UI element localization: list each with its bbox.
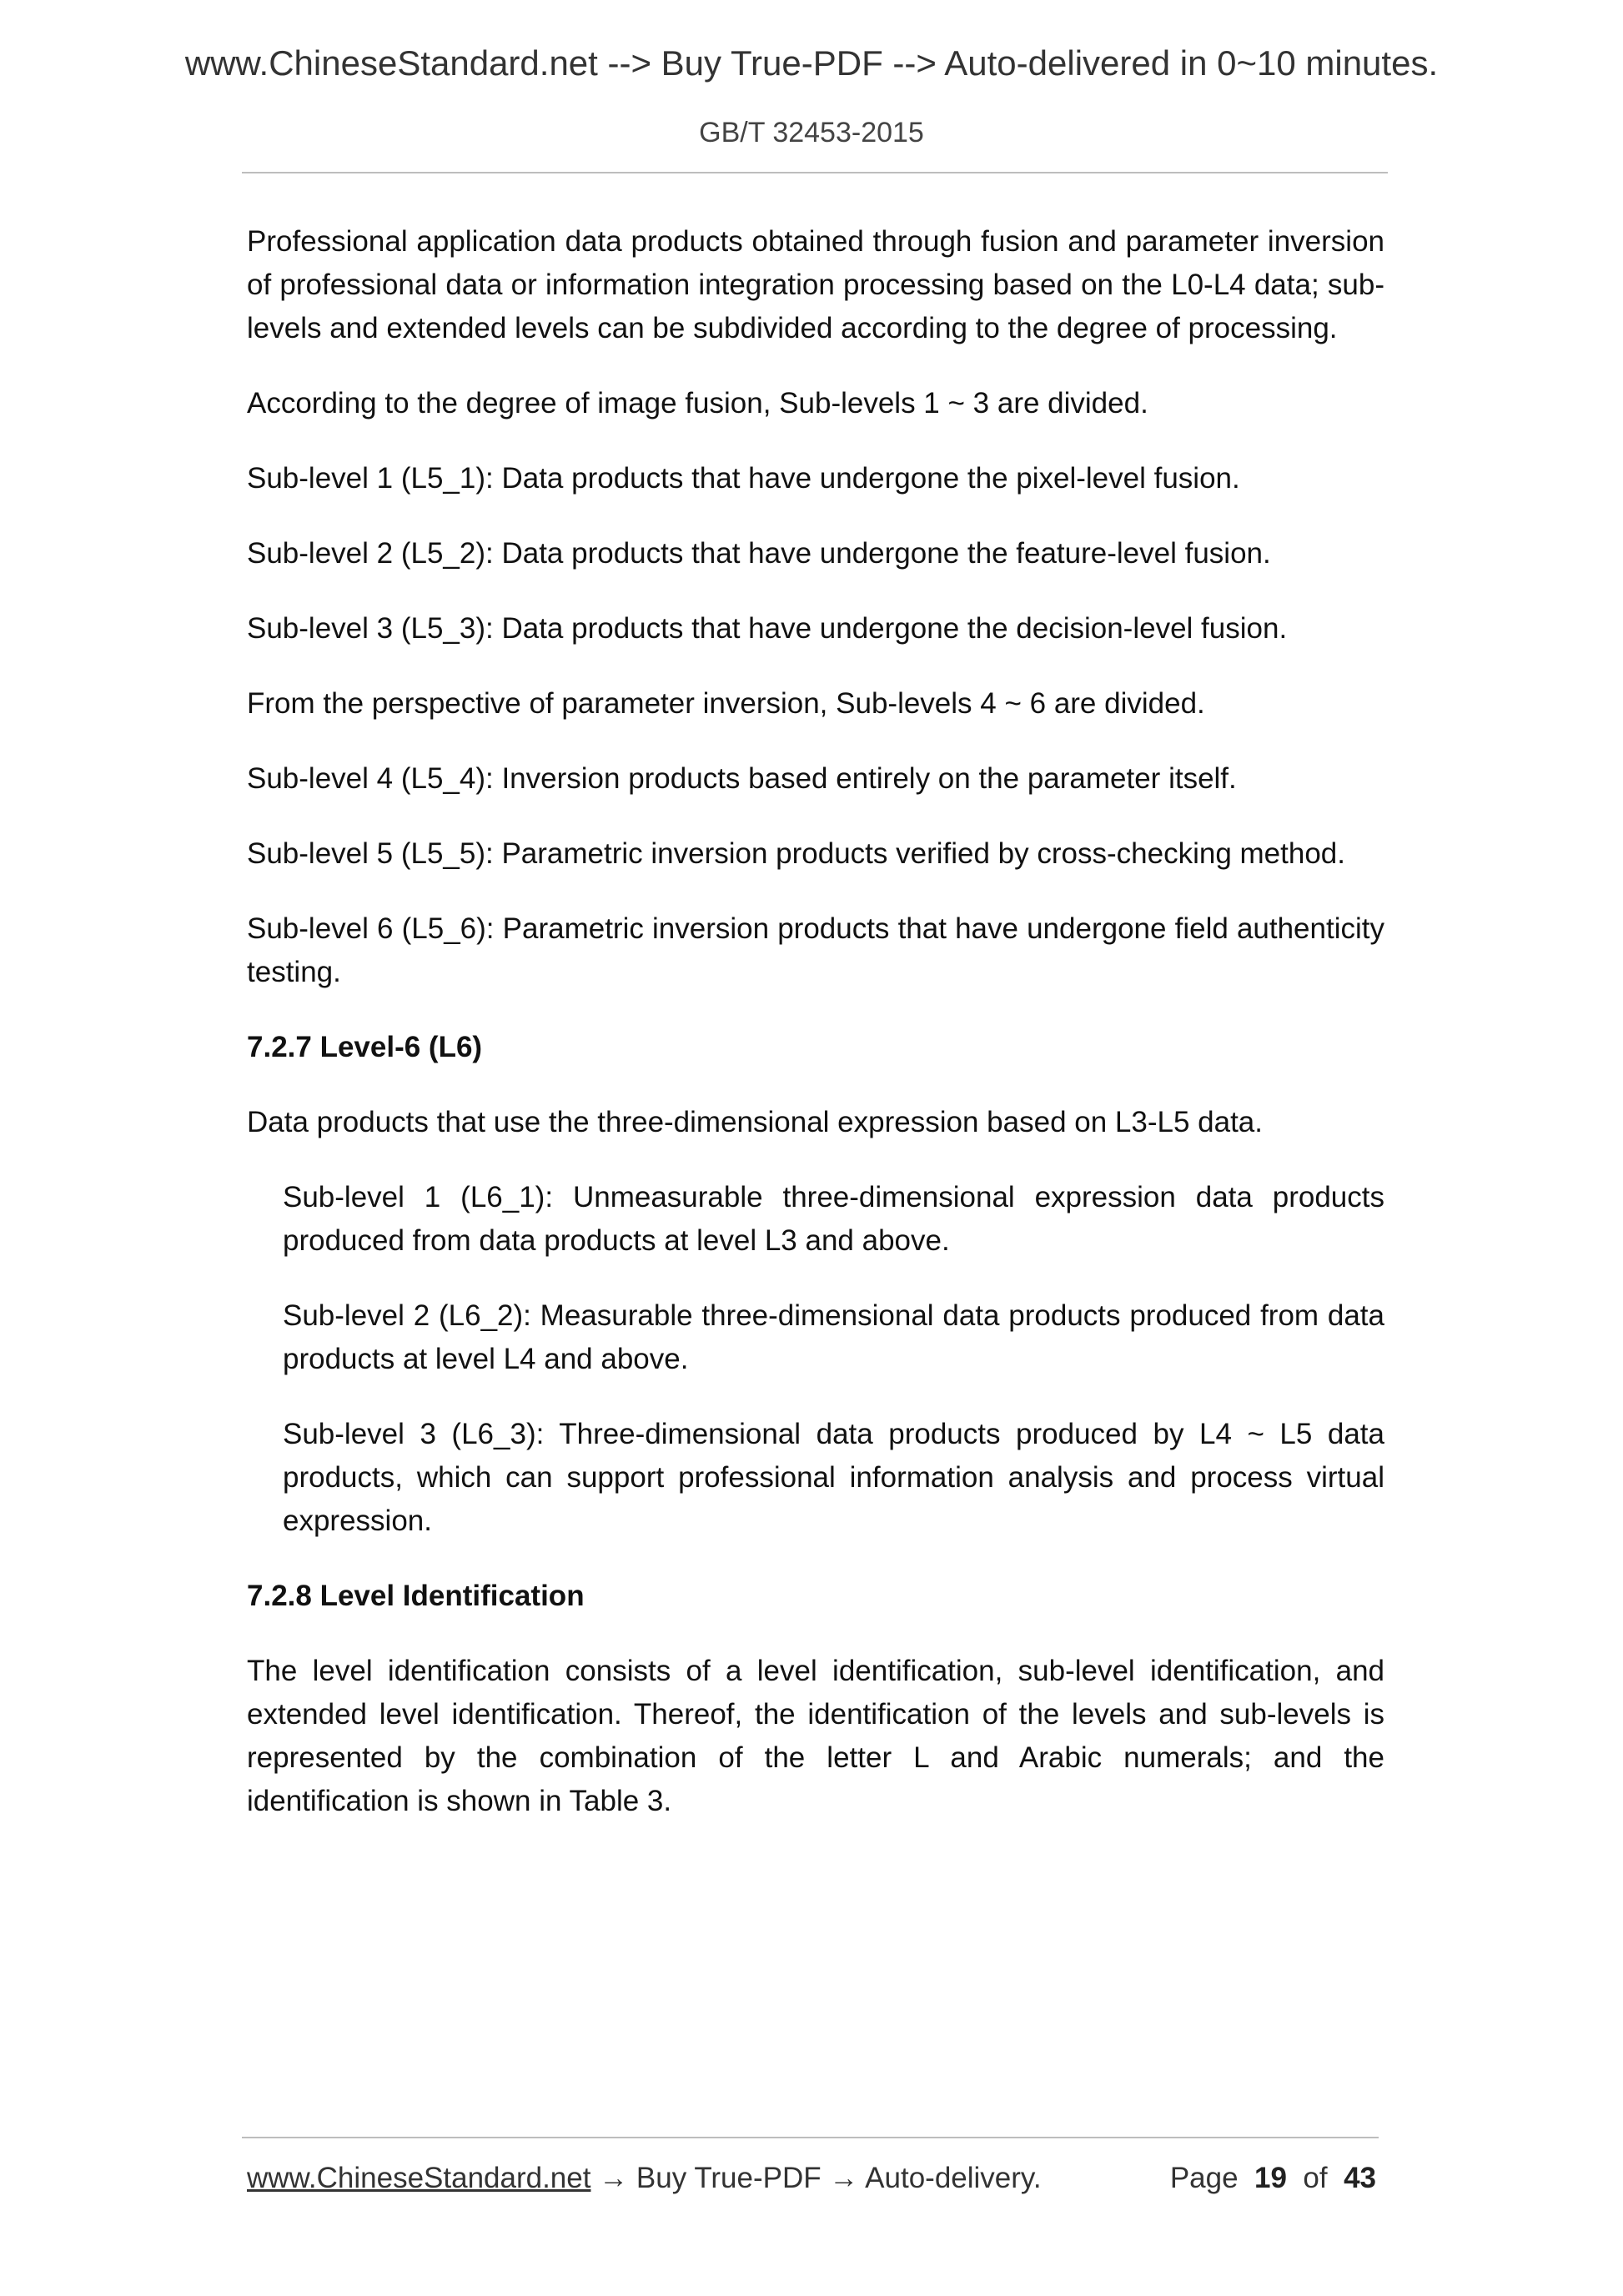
footer-site-link[interactable]: www.ChineseStandard.net [247,2162,591,2194]
paragraph-l5-4: Sub-level 4 (L5_4): Inversion products based entirely on the parameter itself. [247,762,1237,795]
paragraph-l6-3: Sub-level 3 (L6_3): Three-dimensional data products produced by L4 ~ L5 data products, which can support professional information analysis and process virtual expression. [283,1418,1384,1537]
top-banner: www.ChineseStandard.net --> Buy True-PDF --> Auto-delivered in 0~10 minutes. [184,43,1439,83]
paragraph-l5-1: Sub-level 1 (L5_1): Data products that have undergone the pixel-level fusion. [247,462,1240,495]
paragraph-l5-2: Sub-level 2 (L5_2): Data products that have undergone the feature-level fusion. [247,537,1271,570]
total-page-count: 43 [1344,2162,1376,2194]
page-of-label: of [1303,2162,1328,2194]
paragraph-l5-definition: Professional application data products obtained through fusion and parameter inversion of professional data or information integration processing based on the L0-L4 data; sub-levels and extended levels can be subdivided according to the degree of processing. [247,225,1384,344]
section-heading-7-2-8: 7.2.8 Level Identification [247,1580,585,1612]
paragraph-l6-1: Sub-level 1 (L6_1): Unmeasurable three-dimensional expression data products produced from data products at level L3 and above. [283,1181,1384,1257]
standard-code: GB/T 32453-2015 [699,117,924,148]
current-page-number: 19 [1254,2162,1287,2194]
footer-tagline: → Buy True-PDF → Auto-delivery. [590,2162,1042,2194]
paragraph-l5-6: Sub-level 6 (L5_6): Parametric inversion products that have undergone field authenticity testing. [247,912,1384,988]
paragraph-inversion-intro: From the perspective of parameter inversion, Sub-levels 4 ~ 6 are divided. [247,687,1205,720]
page-indicator [1170,2162,1376,2195]
paragraph-image-fusion-intro: According to the degree of image fusion, Sub-levels 1 ~ 3 are divided. [247,387,1148,420]
page-label: Page [1169,2162,1239,2194]
paragraph-l5-5: Sub-level 5 (L5_5): Parametric inversion products verified by cross-checking method. [247,837,1345,870]
paragraph-level-identification: The level identification consists of a level identification, sub-level identification, and extended level identification. Thereof, the identification of the levels and sub-levels is represented by the combination of the letter L and Arabic numerals; and the identification is shown in Table 3. [247,1655,1384,1817]
header-divider [242,172,1388,173]
page-footer [247,2162,1376,2195]
paragraph-l6-2: Sub-level 2 (L6_2): Measurable three-dimensional data products produced from data products at level L4 and above. [283,1299,1384,1375]
footer-divider [242,2137,1379,2138]
page-body [247,220,1384,1855]
paragraph-l5-3: Sub-level 3 (L5_3): Data products that have undergone the decision-level fusion. [247,612,1288,645]
paragraph-l6-definition: Data products that use the three-dimensional expression based on L3-L5 data. [247,1106,1263,1138]
section-heading-7-2-7: 7.2.7 Level-6 (L6) [247,1031,483,1063]
